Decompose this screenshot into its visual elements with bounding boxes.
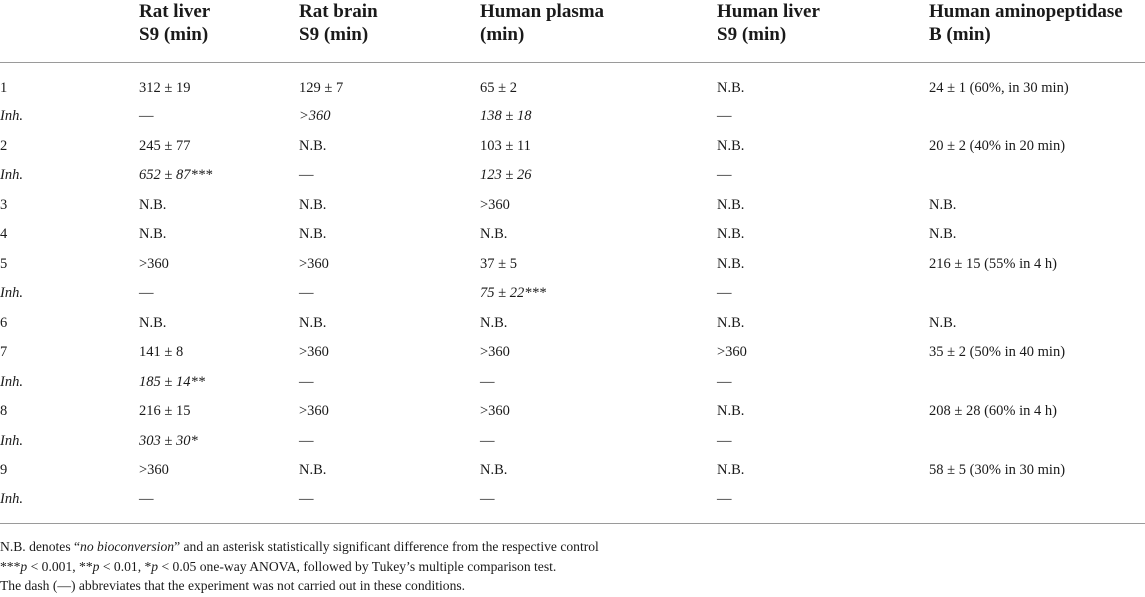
table-cell: >360 [480, 196, 510, 213]
table-cell: 129 ± 7 [299, 79, 344, 96]
column-header-5 [929, 0, 1145, 62]
table-cell: Inh. [0, 167, 23, 184]
table-cell: 216 ± 15 [139, 403, 191, 420]
table-cell: 216 ± 15 (55% in 4 h) [929, 255, 1057, 272]
table-cell: >360 [139, 462, 169, 479]
table-cell: — [717, 373, 732, 390]
table-cell [929, 161, 1145, 191]
table-cell: — [299, 486, 480, 524]
table-cell: 75 ± 22*** [480, 285, 546, 302]
table-cell: 9 [0, 462, 8, 479]
table-cell: 5 [0, 255, 8, 272]
table-cell: N.B. [929, 226, 957, 243]
column-header-line2: S9 (min) [139, 24, 209, 45]
footnote-stats-b: < 0.001, ** [27, 558, 93, 574]
table-cell: N.B. [717, 196, 745, 213]
table-cell: 24 ± 1 (60%, in 30 min) [929, 79, 1069, 96]
column-header-line1: Human plasma [480, 1, 605, 22]
table-row [0, 161, 1145, 191]
column-header-0 [0, 0, 139, 62]
column-header-line2: S9 (min) [299, 24, 369, 45]
footnote-dash: The dash (—) abbreviates that the experiment was not carried out in these conditions. [0, 578, 466, 593]
column-header-line2: B (min) [929, 24, 991, 45]
table-cell: — [139, 108, 154, 125]
table-row [0, 102, 1145, 132]
table-cell [929, 486, 1145, 524]
table-row [0, 486, 1145, 524]
table-cell: 138 ± 18 [480, 108, 532, 125]
footnote-nb-suffix: ” and an asterisk statistically significant difference from the respective control [174, 539, 599, 554]
table-cell: 8 [0, 403, 8, 420]
footnote-nb [0, 537, 1145, 557]
table-cell: N.B. [299, 462, 327, 479]
column-header-4 [717, 0, 929, 62]
column-header-line2: S9 (min) [717, 24, 787, 45]
table-cell: — [717, 167, 732, 184]
table-cell: 1 [0, 79, 8, 96]
table-cell: 58 ± 5 (30% in 30 min) [929, 462, 1066, 479]
table-cell: 208 ± 28 (60% in 4 h) [929, 403, 1057, 420]
footnote-nb-italic: no bioconversion [80, 539, 175, 554]
table-cell: 312 ± 19 [139, 79, 191, 96]
table-cell: — [717, 285, 732, 302]
table-cell: 2 [0, 137, 8, 154]
table-row [0, 309, 1145, 339]
table-row [0, 368, 1145, 398]
table-cell: N.B. [717, 79, 745, 96]
table-cell: Inh. [0, 285, 23, 302]
table-cell: N.B. [717, 403, 745, 420]
table-row [0, 220, 1145, 250]
table-cell: N.B. [717, 137, 745, 154]
table-cell: >360 [717, 344, 747, 361]
table-cell: — [717, 108, 732, 125]
table-cell: N.B. [299, 226, 327, 243]
table-row [0, 397, 1145, 427]
table-cell: >360 [480, 344, 510, 361]
table-cell: — [480, 373, 495, 390]
table-cell: N.B. [717, 226, 745, 243]
table-cell: >360 [139, 255, 169, 272]
footnote-stats-p2: p [92, 558, 100, 574]
table-cell: 65 ± 2 [480, 79, 517, 96]
footnote-stats-c: < 0.01, * [99, 558, 152, 574]
footnote-stats-p3: p [151, 558, 159, 574]
column-header-line2: (min) [480, 24, 525, 45]
table-cell: >360 [299, 255, 329, 272]
table-row [0, 250, 1145, 280]
table-cell: N.B. [717, 255, 745, 272]
table-cell: 37 ± 5 [480, 255, 517, 272]
footnote-stats-a: *** [0, 558, 21, 574]
column-header-line1: Rat liver [139, 1, 211, 22]
table-cell: Inh. [0, 486, 139, 524]
table-row [0, 456, 1145, 486]
table-cell [929, 427, 1145, 457]
table-cell: — [717, 432, 732, 449]
table-cell: N.B. [929, 314, 957, 331]
table-cell: Inh. [0, 108, 23, 125]
table-cell [929, 279, 1145, 309]
table-cell: — [480, 432, 495, 449]
table-cell: Inh. [0, 432, 23, 449]
table-cell: 652 ± 87*** [139, 167, 213, 184]
table-cell: >360 [299, 108, 331, 125]
table-cell: N.B. [139, 196, 167, 213]
table-row [0, 338, 1145, 368]
table-row [0, 427, 1145, 457]
table-cell: 7 [0, 344, 8, 361]
table-cell: N.B. [139, 314, 167, 331]
table-cell: >360 [299, 344, 329, 361]
table-footnotes [0, 537, 1145, 596]
table-cell: >360 [480, 403, 510, 420]
column-header-line1: Human liver [717, 1, 820, 22]
table-cell: N.B. [480, 314, 508, 331]
column-header-line1: Human aminopeptidase [929, 1, 1123, 22]
table-cell: N.B. [299, 196, 327, 213]
table-cell: 3 [0, 196, 8, 213]
table-cell: N.B. [480, 462, 508, 479]
column-header-line1: Rat brain [299, 1, 378, 22]
table-cell: — [139, 486, 299, 524]
table-cell: N.B. [299, 137, 327, 154]
table-cell: — [139, 285, 154, 302]
table-cell: — [717, 486, 929, 524]
table-row [0, 132, 1145, 162]
column-header-2 [299, 0, 480, 62]
table-cell: 6 [0, 314, 8, 331]
table-cell: N.B. [717, 462, 745, 479]
table-cell: — [480, 486, 717, 524]
table-cell: — [299, 167, 314, 184]
table-cell: >360 [299, 403, 329, 420]
table-cell: N.B. [299, 314, 327, 331]
table-row [0, 62, 1145, 102]
header-row [0, 0, 1145, 62]
table-cell [929, 368, 1145, 398]
footnote-stats-p1: p [20, 558, 28, 574]
table-cell: 123 ± 26 [480, 167, 532, 184]
table-cell: 103 ± 11 [480, 137, 531, 154]
table-cell: 185 ± 14** [139, 373, 205, 390]
table-cell: 35 ± 2 (50% in 40 min) [929, 344, 1066, 361]
column-header-1 [139, 0, 299, 62]
footnote-nb-prefix: N.B. denotes “ [0, 539, 81, 554]
table-row [0, 279, 1145, 309]
table-body [0, 62, 1145, 524]
table-cell: 141 ± 8 [139, 344, 184, 361]
column-header-3 [480, 0, 717, 62]
table-cell: N.B. [480, 226, 508, 243]
table-cell: — [299, 285, 314, 302]
table-cell: N.B. [717, 314, 745, 331]
table-cell: 303 ± 30* [139, 432, 198, 449]
table-cell: — [299, 373, 314, 390]
table-cell: N.B. [929, 196, 957, 213]
footnote-stats [0, 557, 1145, 577]
table-cell: 245 ± 77 [139, 137, 191, 154]
footnote-stats-d: < 0.05 one-way ANOVA, followed by Tukey’s multiple comparison test. [158, 558, 557, 574]
table-cell: N.B. [139, 226, 167, 243]
table-cell: — [299, 432, 314, 449]
table-cell: 4 [0, 226, 8, 243]
table-cell: Inh. [0, 373, 23, 390]
table-cell: 20 ± 2 (40% in 20 min) [929, 137, 1066, 154]
table-cell [929, 102, 1145, 132]
table-row [0, 191, 1145, 221]
